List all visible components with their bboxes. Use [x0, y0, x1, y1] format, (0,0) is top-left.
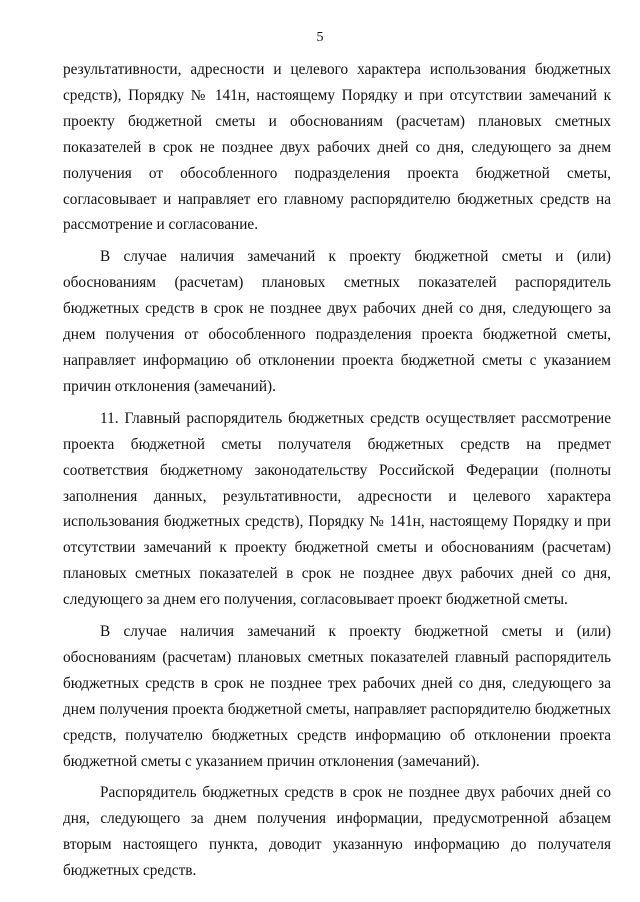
document-body — [63, 57, 611, 884]
paragraph-item-11: 11. Главный распорядитель бюджетных средств осуществляет рассмотрение проекта бюджетной сметы получателя бюджетных средств на предмет соответствия бюджетному законодательству Российской Федерации (полноты заполнения данных, результативности, адресности и целевого характера использования бюджетных средств), Порядку № 141н, настоящему Порядку и при отсутствии замечаний к проекту бюджетной сметы и обоснованиям (расчетам) плановых сметных показателей в срок не позднее двух рабочих дней со дня, следующего за днем его получения, согласовывает проект бюджетной сметы. — [63, 409, 611, 609]
paragraph-remarks-distributor: В случае наличия замечаний к проекту бюджетной сметы и (или) обоснованиям (расчетам) плановых сметных показателей распорядитель бюджетных средств в срок не позднее двух рабочих дней со дня, следующего за днем получения от обособленного подразделения проекта бюджетной сметы, направляет информацию об отклонении проекта бюджетной сметы с указанием причин отклонения (замечаний). — [63, 248, 611, 395]
paragraph-continuation: результативности, адресности и целевого характера использования бюджетных средств), Порядку № 141н, настоящему Порядку и при отсутствии замечаний к проекту бюджетной сметы и обоснованиям (расчетам) плановых сметных показателей в срок не позднее двух рабочих дней со дня, следующего за днем получения от обособленного подразделения проекта бюджетной сметы, согласовывает и направляет его главному распорядителю бюджетных средств на рассмотрение и согласование. — [63, 61, 611, 234]
paragraph-remarks-main-distributor: В случае наличия замечаний к проекту бюджетной сметы и (или) обоснованиям (расчетам) плановых сметных показателей главный распорядитель бюджетных средств в срок не позднее трех рабочих дней со дня, следующего за днем получения проекта бюджетной сметы, направляет распорядителю бюджетных средств, получателю бюджетных средств информацию об отклонении проекта бюджетной сметы с указанием причин отклонения (замечаний). — [63, 623, 611, 770]
paragraph-information-delivery: Распорядитель бюджетных средств в срок не позднее двух рабочих дней со дня, следующего за днем получения информации, предусмотренной абзацем вторым настоящего пункта, доводит указанную информацию до получателя бюджетных средств. — [63, 784, 611, 880]
page-number: 5 — [316, 30, 324, 45]
